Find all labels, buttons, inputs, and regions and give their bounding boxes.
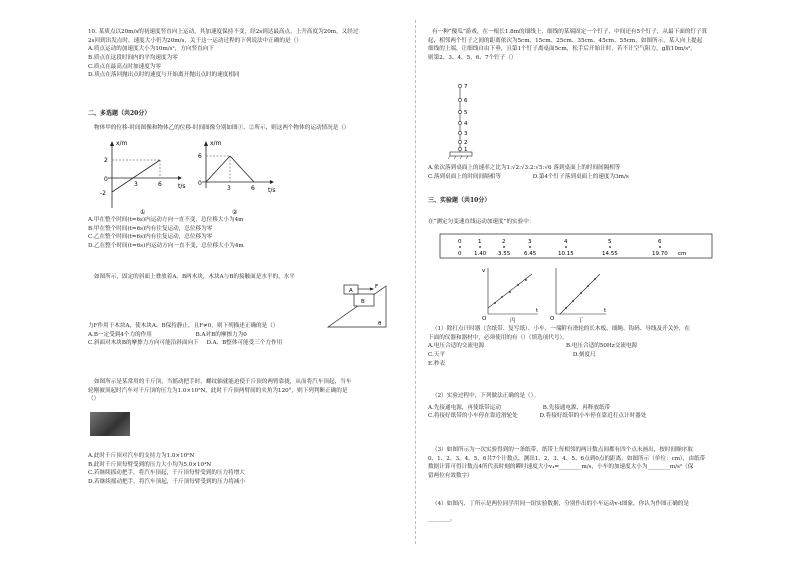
q15-p4-line2: ________。 — [428, 515, 456, 522]
q10-stem-line1: 10. 某质点以20m/s的初速度竖直向上运动，其加速度保持不变，经2s到达最高点，上升高度为20m，又经过 — [88, 29, 359, 35]
tape-distance-2: 3.55 — [498, 251, 511, 257]
q11-option-a: A.甲在整个时间(t=6s)内运动方向一直不变，总位移大小为4m — [88, 217, 244, 223]
graph-1 — [100, 140, 186, 216]
question-10 — [88, 28, 394, 80]
q13-options — [88, 452, 394, 487]
question-11 — [88, 124, 394, 133]
q10-option-d: D.质点在落回抛出点时的速度与开始离开抛出点时的速度相同 — [88, 72, 240, 79]
q10-option-b: B.质点在这段时间内的平均速度为零 — [88, 54, 178, 61]
q15-p1-option-d: D.刻度尺 — [572, 351, 596, 358]
q11-graphs — [90, 138, 390, 216]
tape-distance-6: 19.70 — [652, 251, 668, 257]
q15-part3 — [428, 446, 784, 481]
graph-ding-origin: O — [550, 316, 555, 322]
q12-stem-line1: 如图所示，固定的斜面上叠放着A、B两木块，木块A与B的接触面是水平的，水平 — [94, 274, 295, 280]
q14-string-figure — [448, 80, 478, 162]
force-f-label: F — [375, 284, 379, 290]
tape-point-1: 1 — [478, 239, 482, 245]
q15-p3-line3: 数据计算可得计数点4所代表时刻的瞬时速度大小v₄=________m/s，小车的加速度大小为________m/s²（保 — [428, 464, 694, 471]
q15-p2-options-row1 — [428, 404, 784, 413]
question-12 — [88, 273, 394, 282]
q14-options — [428, 164, 784, 181]
q12-options-row2 — [88, 339, 394, 348]
q11-options — [88, 216, 394, 251]
q15-p3-line4: 留两位有效数字） — [428, 472, 473, 479]
left-column — [88, 0, 394, 562]
graph1-tick-y-2: 2 — [104, 157, 108, 164]
q15-p2-options-row2 — [428, 412, 784, 421]
q15-p2-option-c: C.将接好纸带的小车停在靠近滑轮处 — [428, 413, 518, 420]
q14-option-a: A.依次落到桌面上的速率之比为1:√2:√3:2:√5:√6 落到桌面上的时间间隔相等 — [428, 165, 621, 171]
column-divider — [415, 20, 416, 544]
tape-distance-5: 14.55 — [602, 251, 618, 257]
graph-ding-caption: 丁 — [578, 318, 584, 324]
q15-p1-line1: （1）除打点计时器（含纸带、复写纸）、小车、一端附有滑轮的长木板、细绳、钩码、导线及开关外，在 — [432, 326, 691, 332]
q14-stem-line2: 起，相邻两个钉子之间的距离依次为5cm、15cm、25cm、35cm、45cm、55cm，如图所示，某人向上提起 — [428, 37, 703, 44]
q12-body — [88, 322, 394, 348]
q15-intro: 在“测定匀变速直线运动加速度”的实验中： — [428, 219, 535, 225]
graph2-tick-x-3: 3 — [227, 185, 231, 192]
graph2-ylabel: x/m — [210, 140, 222, 147]
q11-stem: 物体甲的位移-时间图像和物体乙的位移-时间图像分别如图①、②所示，则这两个物体的运动情况是（） — [94, 125, 350, 131]
tape-distance-0: 0 — [458, 251, 462, 257]
graph-bing-t-label: t — [536, 308, 539, 314]
q14-option-d: D.第4个钉子落到桌面上的速度为3m/s — [532, 173, 629, 180]
graph1-xlabel: t/s — [178, 183, 186, 190]
graph2-xlabel: t/s — [268, 187, 276, 194]
q13-stem-line3: （） — [88, 396, 100, 403]
q12-option-c: C.斜面对木块B的摩擦力方向可能沿斜面向下 — [88, 340, 199, 347]
q14-stem-line1: 有一种“傻瓜”游戏，在一根长1.8m的细线上，细线的某端固定一个钉子，中间还有5个钉子，从最下面的钉子算 — [432, 29, 708, 35]
q15-p2-option-b: B.先接通电源，再释放纸带 — [542, 404, 611, 411]
q13-option-c: C.若继续摇动把手，将汽车顶起，千斤顶每臂受到的压力将增大 — [88, 470, 245, 477]
q12-option-b: B.A对B的摩擦力为0 — [195, 331, 247, 338]
angle-label: θ — [378, 321, 382, 327]
q15-p1-option-c: C.天平 — [428, 351, 446, 358]
q15-p1-option-e: E.秒表 — [428, 360, 446, 367]
car-jack-photo — [90, 412, 130, 436]
q11-option-d: D.乙在整个时间(t=6s)内运动方向一直不变，总位移大小为4m — [88, 242, 244, 249]
section-heading-multiple-choice: 二、多选题（共20分） — [88, 110, 151, 117]
tape-distance-3: 6.45 — [524, 251, 537, 257]
graph1-tick-x-6: 6 — [158, 181, 162, 188]
graph1-ylabel: x/m — [116, 140, 128, 147]
q15-p1-options-row2 — [428, 351, 784, 360]
q13-stem-line1: 如图所示是某常用的千斤顶，当摇动把手时，螺纹轴就能迫使千斤顶的两臂靠拢，从而将汽车顶起，当车 — [94, 379, 352, 385]
graph1-tick-x-3: 3 — [134, 181, 138, 188]
nail-3-label: 3 — [464, 131, 468, 137]
q15-p1-option-b: B.电压合适的50Hz交流电源 — [565, 343, 638, 350]
question-13 — [88, 378, 394, 404]
graph2-tick-x-6: 6 — [251, 185, 255, 192]
nail-1-label: 1 — [464, 147, 468, 153]
q12-option-d: D.A、B整体可能受三个力作用 — [206, 340, 283, 347]
graph-2 — [198, 140, 276, 216]
q15-part1 — [428, 325, 784, 368]
q15-p4-line1: （4）如图丙、丁所示是两位同学用同一组实验数据，分别作出的小车运动v-t图象，你认为作图正确的是 — [432, 501, 689, 507]
q14-options-row2 — [428, 173, 784, 182]
q14-stem-line4: 则第2、3、4、5、6、7个钉子（） — [428, 54, 517, 61]
q10-stem-line2: 2s回到出发点时，速度大小仍为20m/s，关于这一运动过程的下列说法中正确的是（） — [88, 37, 302, 44]
graph2-tick-y-0: 0 — [198, 180, 202, 187]
graph2-tick-y-6: 6 — [198, 153, 202, 160]
q15-part2 — [428, 392, 784, 421]
q15-p3-line1: （3）如图所示为一次实验得到的一条纸带，纸带上每相邻的两计数点间都有四个点未画出，按时间顺序取 — [432, 447, 693, 453]
nail-7-label: 7 — [464, 84, 468, 90]
q15-p1-line2: 下面的仪器和器材中，必须使用的有（）（填选项代号）。 — [428, 334, 568, 341]
q15-p3-line2: 0、1、2、3、4、5、6共7个计数点，测出1、2、3、4、5、6点到0点的距离，如图所示（单位：cm），由纸带 — [428, 455, 706, 462]
q12-option-a: A.B一定受到4个力的作用 — [88, 331, 152, 338]
q15-p2-option-a: A.先接通电源，再使纸带运动 — [428, 404, 501, 411]
question-14 — [428, 28, 784, 63]
tape-point-3: 3 — [528, 239, 532, 245]
q15-p2-option-d: D.将接好纸带的小车停在靠近打点计时器处 — [539, 413, 647, 420]
block-b-label: B — [361, 299, 365, 305]
q15-p1-options-row1 — [428, 342, 784, 351]
q10-option-a: A.质点运动的加速度大小为10m/s²，方向竖直向下 — [88, 46, 214, 53]
tape-distance-1: 1.40 — [474, 251, 487, 257]
q15-vt-graphs — [482, 264, 612, 324]
tape-point-5: 5 — [608, 239, 612, 245]
right-column — [428, 0, 784, 562]
graph-bing-origin: O — [482, 316, 487, 322]
graph1-tick-y-neg2: -2 — [100, 190, 106, 197]
tape-point-2: 2 — [502, 239, 506, 245]
nail-2-label: 2 — [464, 140, 468, 146]
nail-4-label: 4 — [464, 121, 468, 127]
q13-option-d: D.若继续摇动把手，将汽车顶起，千斤顶每臂受到的压力将减小 — [88, 478, 246, 485]
nail-5-label: 5 — [464, 110, 468, 116]
tape-distance-4: 10.15 — [558, 251, 574, 257]
tape-point-0: 0 — [458, 239, 462, 245]
tape-point-4: 4 — [564, 239, 568, 245]
q11-option-b: B.甲在整个时间(t=6s)内有往复运动，总位移为零 — [88, 225, 213, 232]
nail-6-label: 6 — [464, 98, 468, 104]
q13-option-b: B.此时千斤顶每臂受到的压力大小均为5.0×10⁴N — [88, 461, 212, 468]
q13-stem-line2: 轮刚被顶起时汽车对千斤顶的压力为1.0×10⁵N，此时千斤顶两臂间的夹角为120°，则下列判断正确的是 — [88, 387, 348, 394]
q11-option-c: C.乙在整个时间(t=6s)内有往复运动，总位移为零 — [88, 234, 213, 241]
graph2-caption: ② — [232, 209, 238, 216]
graph-bing-caption: 丙 — [510, 318, 516, 324]
graph-bing-v-label: v — [482, 268, 486, 274]
q10-option-c: C.质点在最高点时加速度为零 — [88, 63, 161, 70]
graph1-tick-y-0: 0 — [104, 176, 108, 183]
q13-option-a: A.此时千斤顶对汽车的支持力为1.0×10⁵N — [88, 453, 195, 459]
q15-paper-tape — [438, 232, 714, 262]
section-heading-experiment: 三、实验题（共10分） — [428, 197, 491, 204]
graph1-caption: ① — [140, 209, 146, 216]
graph-ding-t-label: t — [604, 308, 607, 314]
q14-stem-line3: 细线的上端，让细线自由下垂，且第1个钉子离桌面5cm，松手后开始计时，若不计空气阻力，g取10m/s²， — [428, 46, 696, 53]
q15-part4 — [428, 500, 784, 523]
block-a-label: A — [349, 288, 353, 294]
q14-option-c: C.落到桌面上的时间间隔相等 — [428, 173, 501, 180]
tape-point-6: 6 — [658, 239, 662, 245]
q15-p1-option-a: A.电压合适的交流电源 — [428, 343, 485, 350]
tape-unit: cm — [678, 251, 687, 257]
q12-stem-line2: 力F作用于木块A，使木块A、B保持静止，且F≠0，则下列描述正确的是（） — [88, 323, 279, 329]
q12-options-row1 — [88, 331, 394, 340]
q15-p2-stem: （2）实验过程中，下列做法正确的是（）。 — [432, 393, 540, 399]
